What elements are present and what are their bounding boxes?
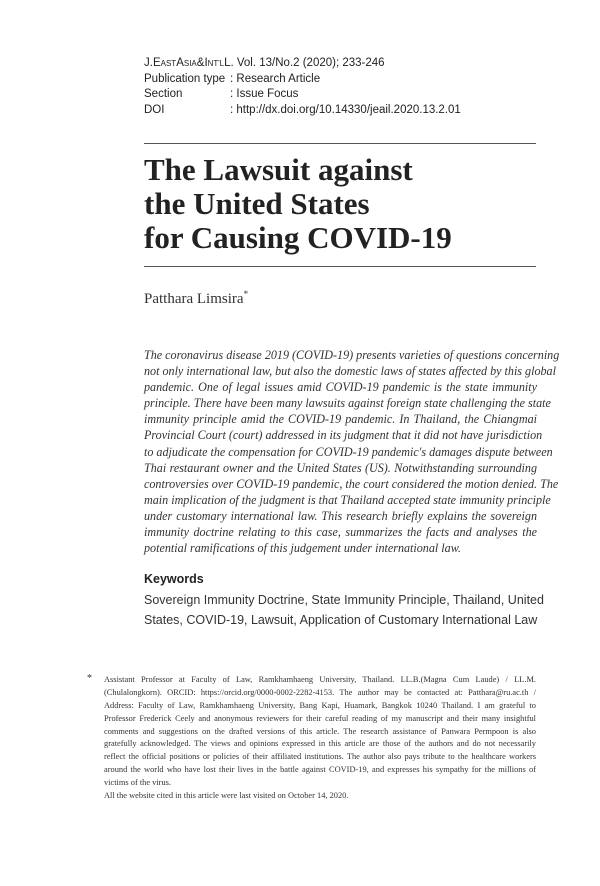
title-top-rule (144, 143, 536, 144)
journal-east: East (152, 57, 177, 69)
footnote-website-note: All the website cited in this article were last visited on October 14, 2020. (104, 791, 349, 801)
abstract-line: Thai restaurant owner and the United States (US). Notwithstanding surrounding (144, 460, 537, 475)
keywords-heading: Keywords (144, 572, 204, 586)
abstract-line: principle. There have been many lawsuits against foreign state challenging the state (144, 396, 551, 411)
author-footnote-mark: * (243, 289, 249, 299)
article-title (144, 153, 536, 255)
abstract-line: pandemic. One of legal issues amid COVID-19 pandemic is the state immunity (144, 380, 537, 395)
title-line: the United States (144, 186, 370, 221)
keywords-line: Sovereign Immunity Doctrine, State Immunity Principle, Thailand, United (144, 593, 544, 607)
footnote-line: around the world who have lost their lives in the battle against COVID-19, and expresses his sympathy for the millions of (104, 765, 536, 775)
footnote-line: reflect the official positions or policies of their affiliated institutions. The author also pays tribute to the healthcare workers (104, 752, 536, 762)
journal-int: Int (204, 57, 219, 69)
footnote-line: gratefully acknowledged. The views and opinions expressed in this article are those of the authors and do not necessarily (104, 739, 536, 749)
footnote-line: comments and suggestions on the drafted versions of this article. The research assistance of Panwara Permpoon is also (104, 726, 536, 736)
abstract-line: potential ramifications of this judgement under international law. (144, 541, 461, 556)
journal-prefix: J. (144, 57, 153, 69)
journal-amp: & (196, 57, 205, 69)
publication-type-value: : Research Article (230, 72, 321, 85)
abstract-line: under customary international law. This research briefly explains the sovereign (144, 508, 537, 523)
abstract (144, 347, 560, 556)
abstract-line: to adjudicate the compensation for COVID-19 pandemic's damages dispute between (144, 444, 553, 459)
author-name (144, 289, 248, 308)
footnote-line: victims of the virus. (104, 778, 171, 788)
journal-citation (144, 56, 461, 72)
abstract-line: not only international law, but also the domestic laws of states affected by this global (144, 364, 556, 379)
doi-row (144, 103, 461, 119)
footnote-line: Address: Faculty of Law, Ramkhamhaeng University, Bang Kapi, Huamark, Bangkok 10240 Thailand. I am grateful to (104, 700, 536, 710)
abstract-line: immunity principle amid the COVID-19 pandemic. In Thailand, the Chiangmai (144, 412, 537, 427)
journal-volume: L. Vol. 13/No.2 (2020); 233-246 (224, 57, 385, 69)
abstract-line: controversies over COVID-19 pandemic, the court considered the motion denied. The (144, 476, 559, 491)
section-row (144, 87, 461, 103)
title-line: for Causing COVID-19 (144, 220, 452, 255)
abstract-line: immunity doctrine relating to this case, summarizes the facts and analyses the (144, 525, 537, 540)
title-line: The Lawsuit against (144, 152, 413, 187)
author-name-text: Patthara Limsira (144, 291, 244, 307)
section-value: : Issue Focus (230, 88, 299, 100)
author-footnote (104, 674, 536, 803)
journal-apostrophe: ' (218, 60, 220, 67)
footnote-mark: * (87, 673, 92, 684)
journal-l: l (219, 57, 225, 69)
abstract-line: Provincial Court (court) addressed in its judgment that it did not have jurisdiction (144, 428, 543, 443)
doi-value[interactable]: : http://dx.doi.org/10.14330/jeail.2020.13.2.01 (230, 103, 461, 116)
abstract-line: The coronavirus disease 2019 (COVID-19) presents varieties of questions concerning (144, 348, 560, 362)
keywords-list (144, 590, 544, 630)
article-metadata (144, 56, 461, 118)
doi-label: DOI (144, 103, 165, 116)
abstract-line: main implication of the judgment is that Thailand accepted state immunity principle (144, 492, 551, 507)
title-bottom-rule (144, 266, 536, 267)
journal-asia: Asia (176, 57, 197, 69)
footnote-line: (Chulalongkorn). ORCID: https://orcid.org/0000-0002-2282-4153. The author may be contacted at: Patthara@ru.ac.th / (104, 687, 536, 697)
keywords-line: States, COVID-19, Lawsuit, Application of Customary International Law (144, 613, 538, 627)
publication-type-row (144, 72, 461, 88)
footnote-line: Professor Frederick Ceely and anonymous reviewers for their careful reading of my manuscript and their many insightful (104, 713, 536, 723)
section-label: Section (144, 88, 183, 100)
publication-type-label: Publication type (144, 72, 226, 85)
footnote-line: Assistant Professor at Faculty of Law, Ramkhamhaeng University, Thailand. LL.B.(Magna Cum Laude) / LL.M. (104, 675, 536, 684)
